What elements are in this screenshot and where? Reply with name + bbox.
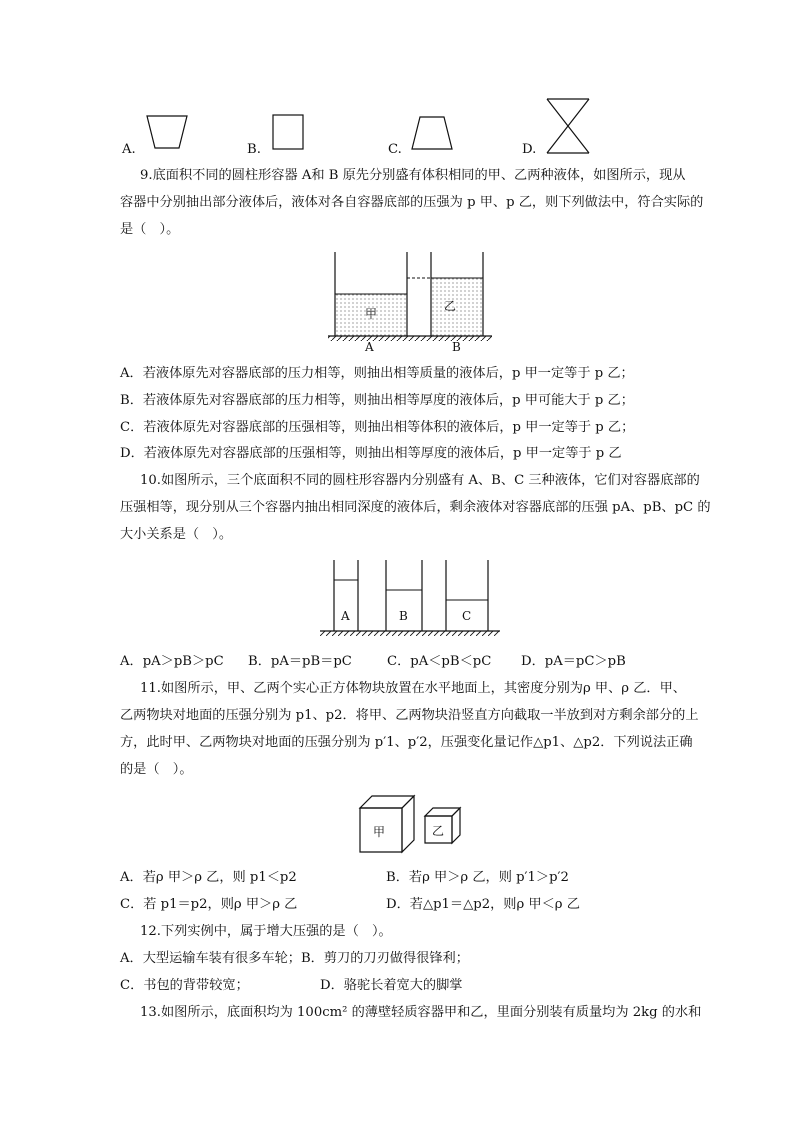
q10-option-c: C．pA＜pB＜pC xyxy=(387,654,492,669)
q11-option-a: A．若ρ 甲＞ρ 乙，则 p1＜p2 xyxy=(120,870,297,885)
q9-figure xyxy=(320,250,500,355)
q11-stem-line4: 的是（ ）。 xyxy=(120,762,193,777)
q9-label-a: A xyxy=(365,340,374,354)
q12-stem: 12.下列实例中，属于增大压强的是（ ）。 xyxy=(140,924,392,939)
q9-option-b: B．若液体原先对容器底部的压力相等，则抽出相等厚度的液体后，p 甲可能大于 p 乙； xyxy=(120,393,634,408)
q10-option-d: D．pA＝pC＞pB xyxy=(521,654,626,669)
q10-stem-line2: 压强相等，现分别从三个容器内抽出相同深度的液体后，剩余液体对容器底部的压强 pA、pB、pC 的 xyxy=(120,500,711,515)
q11-figure xyxy=(355,790,470,856)
q10-label-a: A xyxy=(341,609,350,623)
q9-option-d: D．若液体原先对容器底部的压强相等，则抽出相等厚度的液体后，p 甲一定等于 p 乙 xyxy=(120,446,622,461)
trapezoid-icon xyxy=(410,115,454,151)
q10-option-b: B．pA＝pB＝pC xyxy=(248,654,352,669)
q11-label-jia: 甲 xyxy=(373,825,386,839)
q11-stem-line2: 乙两物块对地面的压强分别为 p1、p2．将甲、乙两物块沿竖直方向截取一半放到对方剩余部分的上 xyxy=(120,708,699,723)
hourglass-icon xyxy=(545,97,591,155)
q12-option-c: C．书包的背带较宽； xyxy=(120,978,249,993)
q10-stem-line3: 大小关系是（ ）。 xyxy=(120,527,233,542)
q8-option-b-label: B. xyxy=(247,142,261,157)
q10-figure xyxy=(320,558,502,638)
q9-stem-line2: 容器中分别抽出部分液体后，液体对各自容器底部的压强为 p 甲、p 乙，则下列做法中，符合实际的 xyxy=(120,195,704,210)
q11-stem-line1: 11.如图所示，甲、乙两个实心正方体物块放置在水平地面上，其密度分别为ρ 甲、ρ 乙．甲、 xyxy=(140,681,686,696)
q11-option-d: D．若△p1＝△p2，则ρ 甲＜ρ 乙 xyxy=(386,897,580,912)
rectangle-container-icon xyxy=(272,114,304,150)
q8-option-c-label: C. xyxy=(388,142,402,157)
q9-stem-line3: 是（ ）。 xyxy=(120,222,180,237)
q9-label-jia: 甲 xyxy=(365,307,378,321)
q10-label-b: B xyxy=(399,609,408,623)
q11-option-c: C．若 p1＝p2，则ρ 甲＞ρ 乙 xyxy=(120,897,298,912)
trapezoid-inverted-icon xyxy=(145,114,190,150)
q8-option-d-label: D. xyxy=(522,142,537,157)
q9-liquid-yi xyxy=(431,278,483,336)
q12-option-d: D．骆驼长着宽大的脚掌 xyxy=(320,978,463,993)
q12-option-ab: A．大型运输车装有很多车轮；B．剪刀的刀刃做得很锋利； xyxy=(120,951,469,966)
q10-label-c: C xyxy=(462,609,472,623)
q9-label-b: B xyxy=(452,340,461,354)
q9-option-c: C．若液体原先对容器底部的压强相等，则抽出相等体积的液体后，p 甲一定等于 p 乙； xyxy=(120,420,635,435)
q8-option-a-label: A. xyxy=(122,142,136,157)
q10-option-a: A．pA＞pB＞pC xyxy=(120,654,224,669)
q11-label-yi: 乙 xyxy=(432,824,445,838)
q10-stem-line1: 10.如图所示，三个底面积不同的圆柱形容器内分别盛有 A、B、C 三种液体，它们对容器底部的 xyxy=(140,473,700,488)
q13-stem-line1: 13.如图所示，底面积均为 100cm² 的薄壁轻质容器甲和乙，里面分别装有质量均为 2kg 的水和 xyxy=(140,1005,702,1020)
q9-label-yi: 乙 xyxy=(444,299,457,313)
q11-stem-line3: 方，此时甲、乙两物块对地面的压强分别为 p′1、p′2，压强变化量记作△p1、△p2．下列说法正确 xyxy=(120,735,693,750)
q9-stem-line1: 9.底面积不同的圆柱形容器 A和 B 原先分别盛有体积相同的甲、乙两种液体，如图所示，现从 xyxy=(140,168,686,183)
q9-option-a: A．若液体原先对容器底部的压力相等，则抽出相等质量的液体后，p 甲一定等于 p 乙； xyxy=(120,366,634,381)
q11-option-b: B．若ρ 甲＞ρ 乙，则 p′1＞p′2 xyxy=(386,870,569,885)
